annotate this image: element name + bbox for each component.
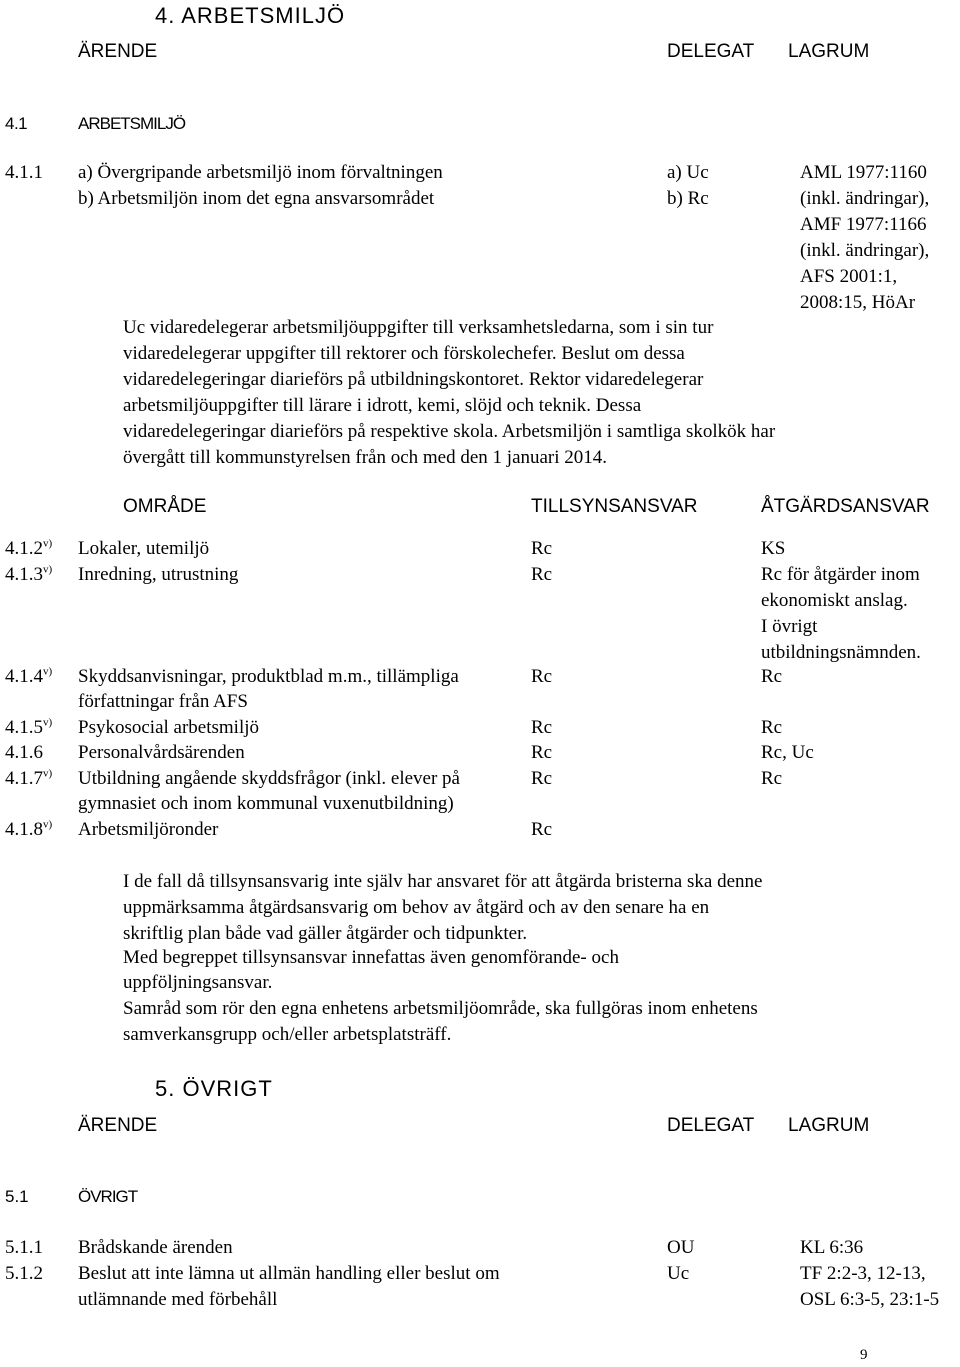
table-cell-omrade: Skyddsanvisningar, produktblad m.m., tillämpliga	[78, 666, 459, 687]
table-header-atgard: ÅTGÄRDSANSVAR	[761, 496, 930, 517]
item-text-a: a) Övergripande arbetsmiljö inom förvaltningen	[78, 162, 443, 183]
section-5-heading: 5. ÖVRIGT	[155, 1076, 273, 1101]
item-lagrum-6: 2008:15, HöAr	[800, 292, 916, 313]
item-text-b: b) Arbetsmiljön inom det egna ansvarsområdet	[78, 188, 435, 209]
table-row-number: 4.1.4$^{v)}$	[5, 665, 53, 687]
table-cell-tillsyn: Rc	[531, 819, 553, 840]
item-lagrum-4: (inkl. ändringar),	[800, 240, 930, 261]
item-number: 4.1.1	[5, 162, 43, 183]
paragraph-line: vidaredelegeringar diarieförs på utbildningskontoret. Rektor vidaredelegerar	[123, 369, 704, 390]
table-cell-atgard: utbildningsnämnden.	[761, 642, 921, 663]
table-cell-atgard: Rc	[761, 768, 783, 789]
table-cell-tillsyn: Rc	[531, 538, 553, 559]
table-cell-omrade: Inredning, utrustning	[78, 564, 239, 585]
note-line: skriftlig plan både vad gäller åtgärder och tidpunkter.	[123, 923, 528, 944]
section-4-heading: 4. ARBETSMILJÖ	[155, 3, 346, 28]
table-row-number: 5.1.1	[5, 1237, 43, 1258]
item-delegat-b: b) Rc	[667, 188, 709, 209]
note-line: samverkansgrupp och/eller arbetsplatsträff.	[123, 1024, 452, 1045]
subsection-title: ÖVRIGT	[78, 1187, 138, 1206]
table-cell-delegat: OU	[667, 1237, 695, 1258]
col-header-arende: ÄRENDE	[78, 41, 158, 62]
table-row-number: 4.1.8$^{v)}$	[5, 818, 53, 840]
table-cell-atgard: KS	[761, 538, 786, 559]
table-cell-lagrum: KL 6:36	[800, 1237, 864, 1258]
table-cell-tillsyn: Rc	[531, 666, 553, 687]
table-cell-omrade: Lokaler, utemiljö	[78, 538, 210, 559]
table-cell-omrade: Psykosocial arbetsmiljö	[78, 717, 260, 738]
table-row-number: 4.1.6	[5, 742, 43, 763]
col-header-delegat: DELEGAT	[667, 41, 755, 62]
paragraph-line: övergått till kommunstyrelsen från och med den 1 januari 2014.	[123, 447, 608, 468]
item-lagrum-5: AFS 2001:1,	[800, 266, 898, 287]
table-header-tillsyn: TILLSYNSANSVAR	[531, 496, 698, 517]
table-header-omrade: OMRÅDE	[123, 496, 207, 517]
paragraph-line: vidaredelegeringar diarieförs på respektive skola. Arbetsmiljön i samtliga skolkök har	[123, 421, 776, 442]
table-cell-atgard: ekonomiskt anslag.	[761, 590, 908, 611]
col-header-lagrum: LAGRUM	[788, 1115, 870, 1136]
table-cell-omrade: Personalvårdsärenden	[78, 742, 245, 763]
col-header-delegat: DELEGAT	[667, 1115, 755, 1136]
table-cell-arende: Brådskande ärenden	[78, 1237, 233, 1258]
note-line: Med begreppet tillsynsansvar innefattas även genomförande- och	[123, 947, 619, 968]
col-header-lagrum: LAGRUM	[788, 41, 870, 62]
table-row-number: 4.1.3$^{v)}$	[5, 563, 53, 585]
note-line: uppföljningsansvar.	[123, 972, 273, 993]
subsection-number: 4.1	[5, 114, 28, 133]
table-cell-omrade: Utbildning angående skyddsfrågor (inkl. elever på	[78, 768, 460, 789]
paragraph-line: arbetsmiljöuppgifter till lärare i idrott, kemi, slöjd och teknik. Dessa	[123, 395, 642, 416]
table-cell-omrade: Arbetsmiljöronder	[78, 819, 219, 840]
item-lagrum-1: AML 1977:1160	[800, 162, 927, 183]
table-cell-lagrum: OSL 6:3-5, 23:1-5	[800, 1289, 940, 1310]
table-row-number: 4.1.7$^{v)}$	[5, 767, 53, 789]
table-cell-atgard: Rc	[761, 666, 783, 687]
table-cell-tillsyn: Rc	[531, 717, 553, 738]
subsection-number: 5.1	[5, 1187, 29, 1206]
paragraph-line: Uc vidaredelegerar arbetsmiljöuppgifter till verksamhetsledarna, som i sin tur	[123, 317, 714, 338]
table-cell-arende: utlämnande med förbehåll	[78, 1289, 278, 1310]
table-cell-tillsyn: Rc	[531, 564, 553, 585]
table-row-number: 4.1.2$^{v)}$	[5, 537, 53, 559]
table-cell-atgard: Rc, Uc	[761, 742, 814, 763]
table-row-number: 4.1.5$^{v)}$	[5, 716, 53, 738]
page-number: 9	[860, 1347, 868, 1363]
note-line: uppmärksamma åtgärdsansvarig om behov av åtgärd och av den senare ha en	[123, 897, 710, 918]
table-row-number: 5.1.2	[5, 1263, 43, 1284]
col-header-arende: ÄRENDE	[78, 1115, 158, 1136]
table-cell-lagrum: TF 2:2-3, 12-13,	[800, 1263, 926, 1284]
item-lagrum-2: (inkl. ändringar),	[800, 188, 930, 209]
table-cell-omrade: gymnasiet och inom kommunal vuxenutbildning)	[78, 793, 454, 814]
table-cell-tillsyn: Rc	[531, 768, 553, 789]
item-lagrum-3: AMF 1977:1166	[800, 214, 927, 235]
table-cell-delegat: Uc	[667, 1263, 690, 1284]
paragraph-line: vidaredelegerar uppgifter till rektorer och förskolechefer. Beslut om dessa	[123, 343, 685, 364]
subsection-title: ARBETSMILJÖ	[78, 114, 186, 133]
table-cell-omrade: författningar från AFS	[78, 691, 248, 712]
note-line: Samråd som rör den egna enhetens arbetsmiljöområde, ska fullgöras inom enhetens	[123, 998, 758, 1019]
table-cell-tillsyn: Rc	[531, 742, 553, 763]
table-cell-atgard: Rc	[761, 717, 783, 738]
note-line: I de fall då tillsynsansvarig inte själv har ansvaret för att åtgärda bristerna ska denne	[123, 871, 763, 892]
table-cell-atgard: Rc för åtgärder inom	[761, 564, 920, 585]
table-cell-atgard: I övrigt	[761, 616, 818, 637]
item-delegat-a: a) Uc	[667, 162, 709, 183]
table-cell-arende: Beslut att inte lämna ut allmän handling eller beslut om	[78, 1263, 500, 1284]
